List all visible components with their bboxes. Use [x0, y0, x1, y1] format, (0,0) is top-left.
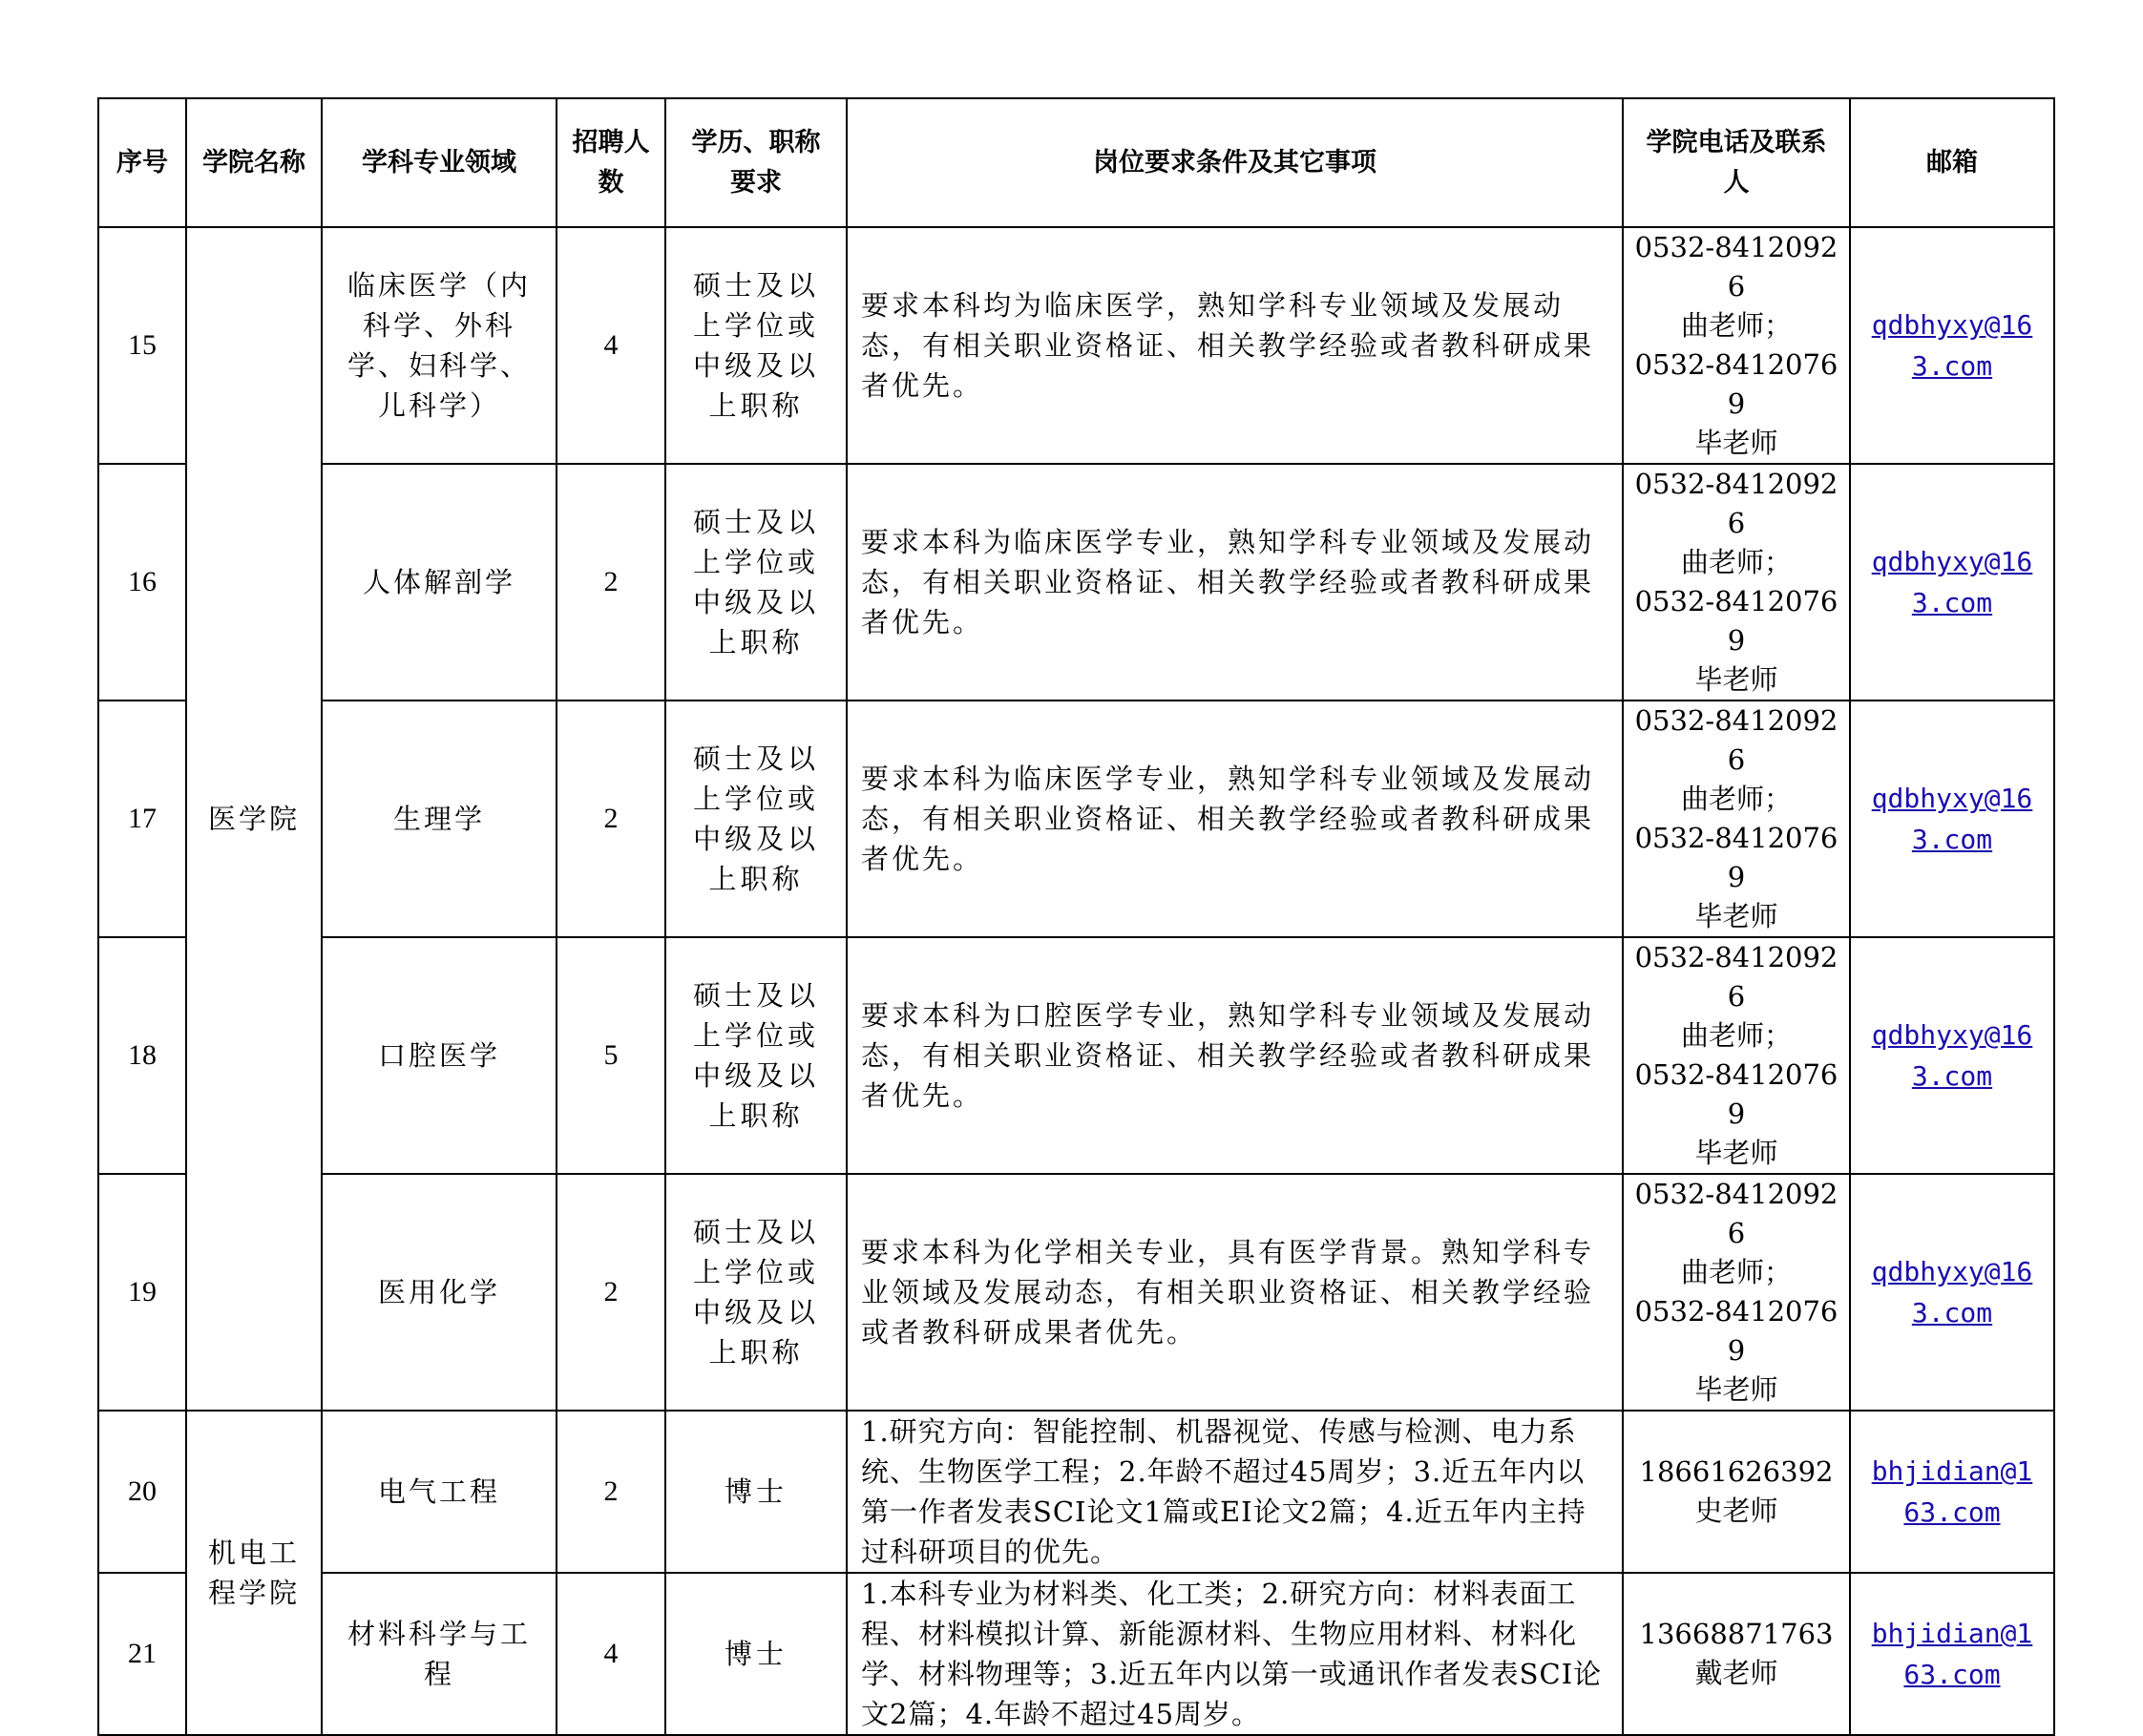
table-row — [98, 937, 2054, 1174]
contact-phone: 0532-84120926 — [1634, 468, 1838, 539]
email-link[interactable]: bhjidian@163.com — [1871, 1618, 2033, 1690]
education-cell: 博士 — [665, 1573, 847, 1735]
count-cell: 2 — [557, 1411, 665, 1573]
row-index: 20 — [98, 1411, 186, 1573]
header-email: 邮箱 — [1850, 98, 2054, 227]
header-field: 学科专业领域 — [322, 98, 557, 227]
email-cell — [1850, 1174, 2054, 1411]
contact-phone: 0532-84120769 — [1634, 348, 1838, 420]
field-cell: 人体解剖学 — [322, 464, 557, 701]
table-row — [98, 701, 2054, 937]
contact-person: 曲老师； — [1680, 546, 1792, 578]
contact-person: 毕老师 — [1694, 1137, 1778, 1169]
education-cell: 硕士及以上学位或中级及以上职称 — [665, 937, 847, 1174]
field-cell: 电气工程 — [322, 1411, 557, 1573]
recruitment-table — [97, 97, 2055, 1736]
field-cell: 口腔医学 — [322, 937, 557, 1174]
contact-phone: 0532-84120926 — [1634, 704, 1838, 776]
contact-person: 毕老师 — [1694, 900, 1778, 932]
email-link[interactable]: qdbhyxy@163.com — [1871, 1019, 2033, 1092]
email-cell — [1850, 464, 2054, 701]
table-row — [98, 227, 2054, 464]
requirements-cell: 要求本科为化学相关专业，具有医学背景。熟知学科专业领域及发展动态，有相关职业资格证、相关教学经验或者教科研成果者优先。 — [847, 1174, 1623, 1411]
email-cell — [1850, 227, 2054, 464]
row-index: 18 — [98, 937, 186, 1174]
contact-cell — [1623, 1411, 1850, 1573]
contact-phone: 0532-84120769 — [1634, 1058, 1838, 1130]
count-cell: 4 — [557, 1573, 665, 1735]
header-index: 序号 — [98, 98, 186, 227]
contact-cell — [1623, 701, 1850, 937]
contact-phone: 0532-84120926 — [1634, 941, 1838, 1013]
requirements-cell: 1.研究方向：智能控制、机器视觉、传感与检测、电力系统、生物医学工程；2.年龄不超过45周岁；3.近五年内以第一作者发表SCI论文1篇或EI论文2篇；4.近五年内主持过科研项目的优先。 — [847, 1411, 1623, 1573]
field-cell: 生理学 — [322, 701, 557, 937]
field-cell: 临床医学（内科学、外科学、妇科学、儿科学） — [322, 227, 557, 464]
count-cell: 2 — [557, 1174, 665, 1411]
contact-person: 曲老师； — [1680, 309, 1792, 342]
contact-phone: 0532-84120769 — [1634, 585, 1838, 657]
table-row — [98, 464, 2054, 701]
requirements-cell: 要求本科为临床医学专业，熟知学科专业领域及发展动态，有相关职业资格证、相关教学经验或者教科研成果者优先。 — [847, 464, 1623, 701]
email-link[interactable]: qdbhyxy@163.com — [1871, 1256, 2033, 1328]
email-link[interactable]: qdbhyxy@163.com — [1871, 546, 2033, 618]
email-cell — [1850, 1411, 2054, 1573]
contact-phone: 0532-84120769 — [1634, 822, 1838, 893]
contact-person: 毕老师 — [1694, 427, 1778, 459]
field-cell: 医用化学 — [322, 1174, 557, 1411]
contact-person: 史老师 — [1694, 1495, 1778, 1527]
contact-cell — [1623, 227, 1850, 464]
requirements-cell: 要求本科为临床医学专业，熟知学科专业领域及发展动态，有相关职业资格证、相关教学经验或者教科研成果者优先。 — [847, 701, 1623, 937]
contact-person: 戴老师 — [1694, 1657, 1778, 1689]
contact-cell — [1623, 1174, 1850, 1411]
email-link[interactable]: qdbhyxy@163.com — [1871, 783, 2033, 855]
contact-person: 曲老师； — [1680, 1256, 1792, 1288]
college-cell: 医学院 — [186, 227, 322, 1411]
education-cell: 硕士及以上学位或中级及以上职称 — [665, 701, 847, 937]
contact-phone: 0532-84120769 — [1634, 1295, 1838, 1367]
email-link[interactable]: qdbhyxy@163.com — [1871, 309, 2033, 382]
education-cell: 硕士及以上学位或中级及以上职称 — [665, 227, 847, 464]
header-count: 招聘人数 — [557, 98, 665, 227]
header-requirements: 岗位要求条件及其它事项 — [847, 98, 1623, 227]
count-cell: 2 — [557, 701, 665, 937]
row-index: 21 — [98, 1573, 186, 1735]
header-education: 学历、职称要求 — [665, 98, 847, 227]
contact-cell — [1623, 1573, 1850, 1735]
education-cell: 硕士及以上学位或中级及以上职称 — [665, 1174, 847, 1411]
field-cell: 材料科学与工程 — [322, 1573, 557, 1735]
contact-phone: 13668871763 — [1639, 1618, 1834, 1650]
email-cell — [1850, 701, 2054, 937]
row-index: 15 — [98, 227, 186, 464]
education-cell: 硕士及以上学位或中级及以上职称 — [665, 464, 847, 701]
contact-phone: 0532-84120926 — [1634, 231, 1838, 303]
count-cell: 5 — [557, 937, 665, 1174]
row-index: 19 — [98, 1174, 186, 1411]
row-index: 16 — [98, 464, 186, 701]
count-cell: 2 — [557, 464, 665, 701]
count-cell: 4 — [557, 227, 665, 464]
requirements-cell: 要求本科均为临床医学，熟知学科专业领域及发展动态，有相关职业资格证、相关教学经验或者教科研成果者优先。 — [847, 227, 1623, 464]
contact-person: 毕老师 — [1694, 1373, 1778, 1406]
contact-person: 曲老师； — [1680, 1019, 1792, 1052]
contact-person: 毕老师 — [1694, 663, 1778, 696]
table-row — [98, 1174, 2054, 1411]
contact-phone: 18661626392 — [1639, 1455, 1834, 1488]
row-index: 17 — [98, 701, 186, 937]
contact-person: 曲老师； — [1680, 783, 1792, 815]
contact-cell — [1623, 937, 1850, 1174]
contact-phone: 0532-84120926 — [1634, 1178, 1838, 1249]
education-cell: 博士 — [665, 1411, 847, 1573]
requirements-cell: 1.本科专业为材料类、化工类；2.研究方向：材料表面工程、材料模拟计算、新能源材料、生物应用材料、材料化学、材料物理等；3.近五年内以第一或通讯作者发表SCI论文2篇；4.年龄不超过45周岁。 — [847, 1573, 1623, 1735]
email-link[interactable]: bhjidian@163.com — [1871, 1455, 2033, 1528]
header-college: 学院名称 — [186, 98, 322, 227]
email-cell — [1850, 937, 2054, 1174]
college-cell: 机电工程学院 — [186, 1411, 322, 1735]
table-row — [98, 1411, 2054, 1573]
requirements-cell: 要求本科为口腔医学专业，熟知学科专业领域及发展动态，有相关职业资格证、相关教学经验或者教科研成果者优先。 — [847, 937, 1623, 1174]
header-contact: 学院电话及联系人 — [1623, 98, 1850, 227]
contact-cell — [1623, 464, 1850, 701]
header-row — [98, 98, 2054, 227]
table-row — [98, 1573, 2054, 1735]
email-cell — [1850, 1573, 2054, 1735]
